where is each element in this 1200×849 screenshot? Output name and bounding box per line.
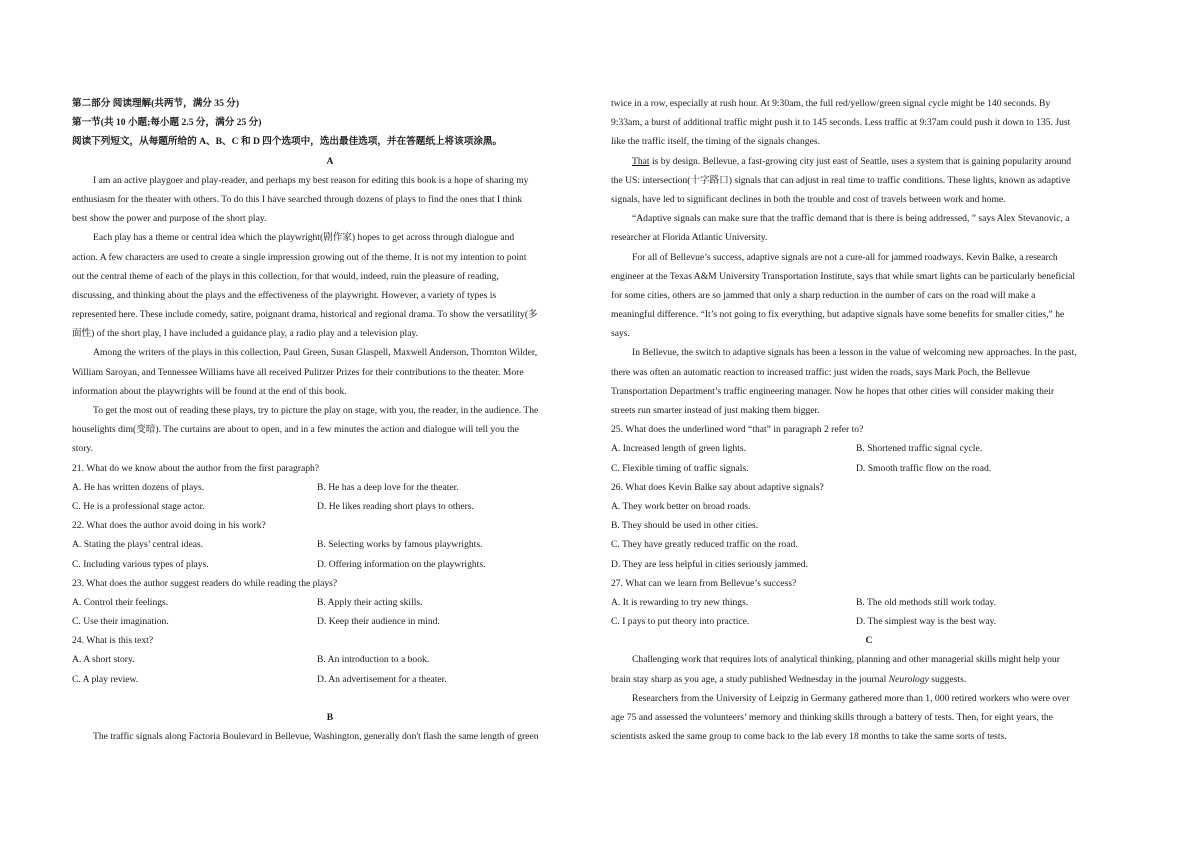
option-a[interactable]: A. Increased length of green lights. [611,443,747,455]
option-b[interactable]: B. They should be used in other cities. [611,520,759,532]
passage-b-line: The traffic signals along Factoria Boulevard in Bellevue, Washington, generally don't flash the same length of green [93,731,539,743]
option-a[interactable]: A. It is rewarding to try new things. [611,596,749,608]
passage-b-line: signals, have led to significant declines in both the trouble and cost of travels between work and home. [611,193,1006,205]
passage-b-letter: B [326,712,334,723]
question-21-options-row [72,497,588,516]
question-23-options-row [72,612,588,631]
question-23-options-row [72,593,588,612]
option-b[interactable]: B. Selecting works by famous playwrights. [317,539,483,551]
passage-b-line: engineer at the Texas A&M University Transportation Institute, says that while smart lights can be particularly beneficial [611,270,1076,282]
question-22-stem: 22. What does the author avoid doing in his work? [72,520,266,532]
question-21-stem: 21. What do we know about the author from the first paragraph? [72,462,320,474]
passage-a-line: action. A few characters are used to create a single impression growing out of the theme. It is not my intention to point [72,251,527,263]
option-a[interactable]: A. They work better on broad roads. [611,500,751,512]
passage-b-line: says. [611,328,630,340]
option-b[interactable]: B. Apply their acting skills. [317,596,423,608]
instruction: 阅读下列短文，从每题所给的 A、B、C 和 D 四个选项中，选出最佳选项，并在答题纸上将该项涂黑。 [72,136,503,148]
passage-b-line: meaningful difference. “It’s not going to fix everything, but adaptive signals have some benefits for smaller cities,” he [611,309,1065,321]
passage-b-line: In Bellevue, the switch to adaptive signals has been a lesson in the value of welcoming new approaches. In the past, [632,347,1077,359]
question-25-stem: 25. What does the underlined word “that” in paragraph 2 refer to? [611,424,864,436]
passage-a-line: I am an active playgoer and play-reader, and perhaps my best reason for editing this book is a hope of sharing my [93,174,529,186]
option-a[interactable]: A. Stating the plays’ central ideas. [72,539,204,551]
passage-b-line: streets run smarter instead of just making them bigger. [611,405,820,416]
question-26-stem: 26. What does Kevin Balke say about adaptive signals? [611,481,824,493]
passage-c-letter: C [865,635,873,647]
passage-a-line: best show the power and purpose of the short play. [72,213,267,225]
passage-b-line: there was often an automatic reaction to increased traffic: just widen the roads, says Mark Poch, the Bellevue [611,366,1030,378]
passage-b-line: “Adaptive signals can make sure that the traffic demand that is there is being addressed, ” says Alex Stevanovic, a [632,213,1070,225]
option-c[interactable]: C. He is a professional stage actor. [72,500,205,512]
question-22-options-row [72,535,588,554]
passage-c-line [611,670,1127,689]
passage-b-line: Transportation Department’s traffic engineering manager. Now he hopes that other cities will consider making their [611,385,1055,397]
option-a[interactable]: A. A short story. [72,654,135,666]
passage-b-text: is by design. Bellevue, a fast-growing city just east of Seattle, uses a system that is gaining popularity around [649,155,1072,167]
option-d[interactable]: D. He likes reading short plays to others. [317,500,474,512]
question-25-options-row [611,459,1127,478]
option-c[interactable]: C. They have greatly reduced traffic on the road. [611,539,798,551]
option-d[interactable]: D. Smooth traffic flow on the road. [856,462,992,474]
passage-a-line: Among the writers of the plays in this collection, Paul Green, Susan Glaspell, Maxwell Anderson, Thornton Wilder, [93,347,538,359]
question-27-stem: 27. What can we learn from Bellevue’s success? [611,577,797,589]
passage-a-line: story. [72,443,93,455]
passage-b-line: For all of Bellevue’s success, adaptive signals are not a cure-all for jammed roadways. Kevin Balke, a research [632,251,1058,263]
left-column [72,94,588,746]
question-24-stem: 24. What is this text? [72,635,154,647]
question-23-stem: 23. What does the author suggest readers do while reading the plays? [72,577,338,589]
option-b[interactable]: B. Shortened traffic signal cycle. [856,443,983,455]
passage-b-line: like the traffic itself, the timing of the signals changes. [611,136,820,148]
passage-a-line: William Saroyan, and Tennessee Williams have all received Pulitzer Prizes for their contributions to the theater. More [72,366,524,378]
section-title: 第一节(共 10 小题;每小题 2.5 分，满分 25 分) [72,117,262,129]
journal-name: Neurology [888,673,929,685]
question-24-options-row [72,670,588,689]
passage-a-line: 面性) of the short play, I have included a guidance play, a radio play and a television play. [72,328,419,340]
passage-c-line: scientists asked the same group to come back to the lab every 18 months to take the same sorts of tests. [611,731,1007,743]
option-b[interactable]: B. The old methods still work today. [856,596,996,608]
option-b[interactable]: B. An introduction to a book. [317,654,430,666]
underlined-word: That [632,155,650,167]
question-21-options-row [72,478,588,497]
passage-a-letter: A [326,155,334,167]
option-c[interactable]: C. A play review. [72,673,139,685]
right-column [611,94,1127,746]
passage-a-line: represented here. These include comedy, satire, poignant drama, historical and regional drama. To show the versatility(多 [72,309,538,321]
passage-c-text: suggests. [928,673,967,685]
passage-c-line: age 75 and assessed the volunteers’ memory and thinking skills through a battery of tests. Then, for eight years, the [611,712,1053,723]
option-d[interactable]: D. Keep their audience in mind. [317,616,440,628]
option-c[interactable]: C. Including various types of plays. [72,558,209,570]
spacer [72,689,588,708]
option-c[interactable]: C. Use their imagination. [72,616,169,628]
option-a[interactable]: A. Control their feelings. [72,596,169,608]
question-24-options-row [72,650,588,669]
passage-b-line: researcher at Florida Atlantic University. [611,232,768,244]
passage-b-line: 9:33am, a burst of additional traffic might push it to 145 seconds. Less traffic at 9:37am could push it down to 135. Just [611,117,1071,129]
passage-a-line: Each play has a theme or central idea which the playwright(剧作家) hopes to get across through dialogue and [93,232,515,244]
passage-a-line: To get the most out of reading these plays, try to picture the play on stage, with you, the reader, in the audience. The [93,405,539,416]
passage-a-line: houselights dim(变暗). The curtains are about to open, and in a few minutes the action and dialogue will tell you the [72,424,519,436]
passage-b-line: for some cities, others are so jammed that only a sharp reduction in the number of cars on the road will make a [611,289,1036,301]
question-27-options-row [611,612,1127,631]
passage-c-line: Researchers from the University of Leipzig in Germany gathered more than 1, 000 retired workers who were over [632,692,1070,704]
option-d[interactable]: D. An advertisement for a theater. [317,673,447,685]
option-a[interactable]: A. He has written dozens of plays. [72,481,205,493]
option-d[interactable]: D. The simplest way is the best way. [856,616,997,628]
option-d[interactable]: D. Offering information on the playwrights. [317,558,486,570]
passage-a-line: enthusiasm for the theater with others. To do this I have searched through dozens of plays to find the ones that I think [72,193,523,205]
question-27-options-row [611,593,1127,612]
passage-b-line [611,152,1127,171]
passage-a-line: information about the playwrights will be found at the end of this book. [72,385,347,397]
option-c[interactable]: C. I pays to put theory into practice. [611,616,750,628]
passage-b-line: the US: intersection(十字路口) signals that can adjust in real time to traffic conditions. These lights, known as adaptive [611,174,1071,186]
passage-c-text: brain stay sharp as you age, a study published Wednesday in the journal [611,673,889,685]
part-title: 第二部分 阅读理解(共两节，满分 35 分) [72,98,240,109]
option-c[interactable]: C. Flexible timing of traffic signals. [611,462,749,474]
passage-a-line: discussing, and thinking about the plays and the effectiveness of the playwright. However, a variety of types is [72,289,497,301]
question-25-options-row [611,439,1127,458]
passage-a-line: out the central theme of each of the plays in this collection, for that would, indeed, ruin the pleasure of reading, [72,270,499,282]
passage-c-line: Challenging work that requires lots of analytical thinking, planning and other managerial skills might help your [632,654,1060,666]
passage-b-line: twice in a row, especially at rush hour. At 9:30am, the full red/yellow/green signal cycle might be 140 seconds. By [611,98,1051,109]
option-d[interactable]: D. They are less helpful in cities seriously jammed. [611,558,808,570]
question-22-options-row [72,555,588,574]
option-b[interactable]: B. He has a deep love for the theater. [317,481,459,493]
